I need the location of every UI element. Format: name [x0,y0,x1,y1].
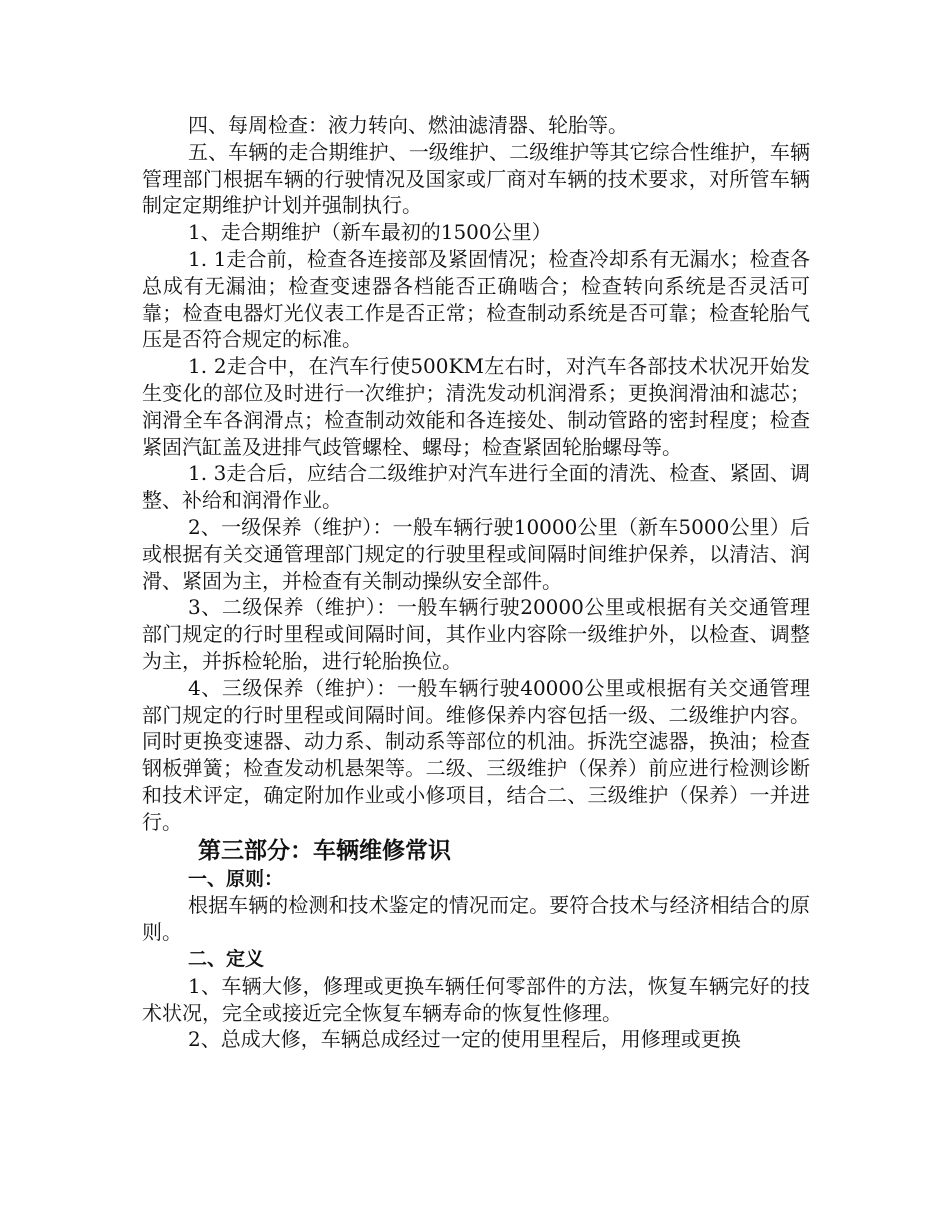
heading-principle: 一、原则： [188,867,284,890]
paragraph-break-in-after: 1. 3走合后，应结合二级维护对汽车进行全面的清洗、检查、紧固、调整、补给和润滑作业。 [142,461,810,513]
paragraph-level-three-maintenance: 4、三级保养（维护）：一般车辆行驶40000公里或根据有关交通管理部门规定的行时里程或间隔时间。维修保养内容包括一级、二级维护内容。同时更换变速器、动力系、制动系等部位的机油。拆洗空滤器，换油；检查钢板弹簧；检查发动机悬架等。二级、三级维护（保养）前应进行检测诊断和技术评定，确定附加作业或小修项目，结合二、三级维护（保养）一并进行。 [142,675,810,834]
paragraph-break-in-title: 1、走合期维护（新车最初的1500公里） [188,220,552,245]
section-title: 第三部分：车辆维修常识 [198,837,451,864]
paragraph-weekly-check: 四、每周检查：液力转向、燃油滤清器、轮胎等。 [188,113,628,137]
document-page [142,112,810,1053]
paragraph-definition-vehicle-overhaul: 1、车辆大修，修理或更换车辆任何零部件的方法，恢复车辆完好的技术状况，完全或接近完全恢复车辆寿命的恢复性修理。 [142,973,810,1025]
paragraph-definition-assembly-overhaul: 2、总成大修，车辆总成经过一定的使用里程后，用修理或更换 [188,1027,741,1052]
paragraph-break-in-during: 1. 2走合中，在汽车行使500KM左右时，对汽车各部技术状况开始发生变化的部位及时进行一次维护；清洗发动机润滑系；更换润滑油和滤芯；润滑全车各润滑点；检查制动效能和各连接处、制动管路的密封程度；检查紧固汽缸盖及进排气歧管螺栓、螺母；检查紧固轮胎螺母等。 [142,354,810,459]
paragraph-level-one-maintenance: 2、一级保养（维护）：一般车辆行驶10000公里（新车5000公里）后或根据有关交通管理部门规定的行驶里程或间隔时间维护保养，以清洁、润滑、紧固为主，并检查有关制动操纵安全部件。 [142,514,810,593]
paragraph-break-in-before: 1. 1走合前，检查各连接部及紧固情况；检查冷却系有无漏水；检查各总成有无漏油；检查变速器各档能否正确啮合；检查转向系统是否灵活可靠；检查电器灯光仪表工作是否正常；检查制动系统是否可靠；检查轮胎气压是否符合规定的标准。 [142,246,810,352]
heading-definition: 二、定义 [188,947,265,970]
paragraph-level-two-maintenance: 3、二级保养（维护）：一般车辆行驶20000公里或根据有关交通管理部门规定的行时里程或间隔时间，其作业内容除一级维护外，以检查、调整为主，并拆检轮胎，进行轮胎换位。 [142,595,810,673]
paragraph-comprehensive-maintenance: 五、车辆的走合期维护、一级维护、二级维护等其它综合性维护，车辆管理部门根据车辆的行驶情况及国家或厂商对车辆的技术要求，对所管车辆制定定期维护计划并强制执行。 [142,139,810,218]
paragraph-principle: 根据车辆的检测和技术鉴定的情况而定。要符合技术与经济相结合的原则。 [142,893,810,945]
